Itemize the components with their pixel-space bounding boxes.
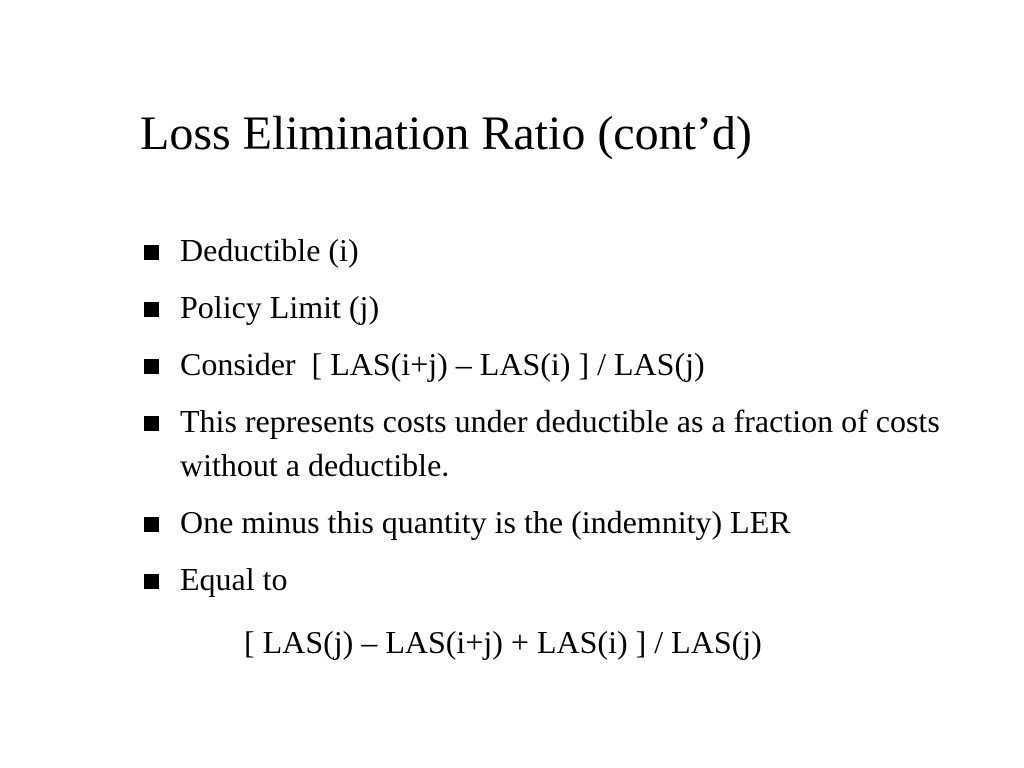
bullet-text: Deductible (i): [180, 232, 359, 268]
bullet-text: Consider [ LAS(i+j) – LAS(i) ] / LAS(j): [180, 346, 705, 382]
bullet-item: [144, 285, 984, 329]
square-bullet-icon: [144, 574, 159, 589]
square-bullet-icon: [144, 517, 159, 532]
bullet-list: [144, 228, 984, 614]
square-bullet-icon: [144, 245, 159, 260]
square-bullet-icon: [144, 302, 159, 317]
bullet-item: [144, 399, 984, 487]
square-bullet-icon: [144, 416, 159, 431]
slide-title: Loss Elimination Ratio (cont’d): [140, 107, 752, 160]
bullet-text: This represents costs under deductible as a fraction of costs without a deductible.: [180, 403, 940, 483]
bullet-item: [144, 557, 984, 601]
bullet-text: One minus this quantity is the (indemnity) LER: [180, 504, 791, 540]
square-bullet-icon: [144, 359, 159, 374]
bullet-text: Equal to: [180, 561, 288, 597]
bullet-item: [144, 228, 984, 272]
bullet-text: Policy Limit (j): [180, 289, 380, 325]
formula-text: [ LAS(j) – LAS(i+j) + LAS(i) ] / LAS(j): [244, 624, 762, 660]
bullet-item: [144, 500, 984, 544]
bullet-item: [144, 342, 984, 386]
